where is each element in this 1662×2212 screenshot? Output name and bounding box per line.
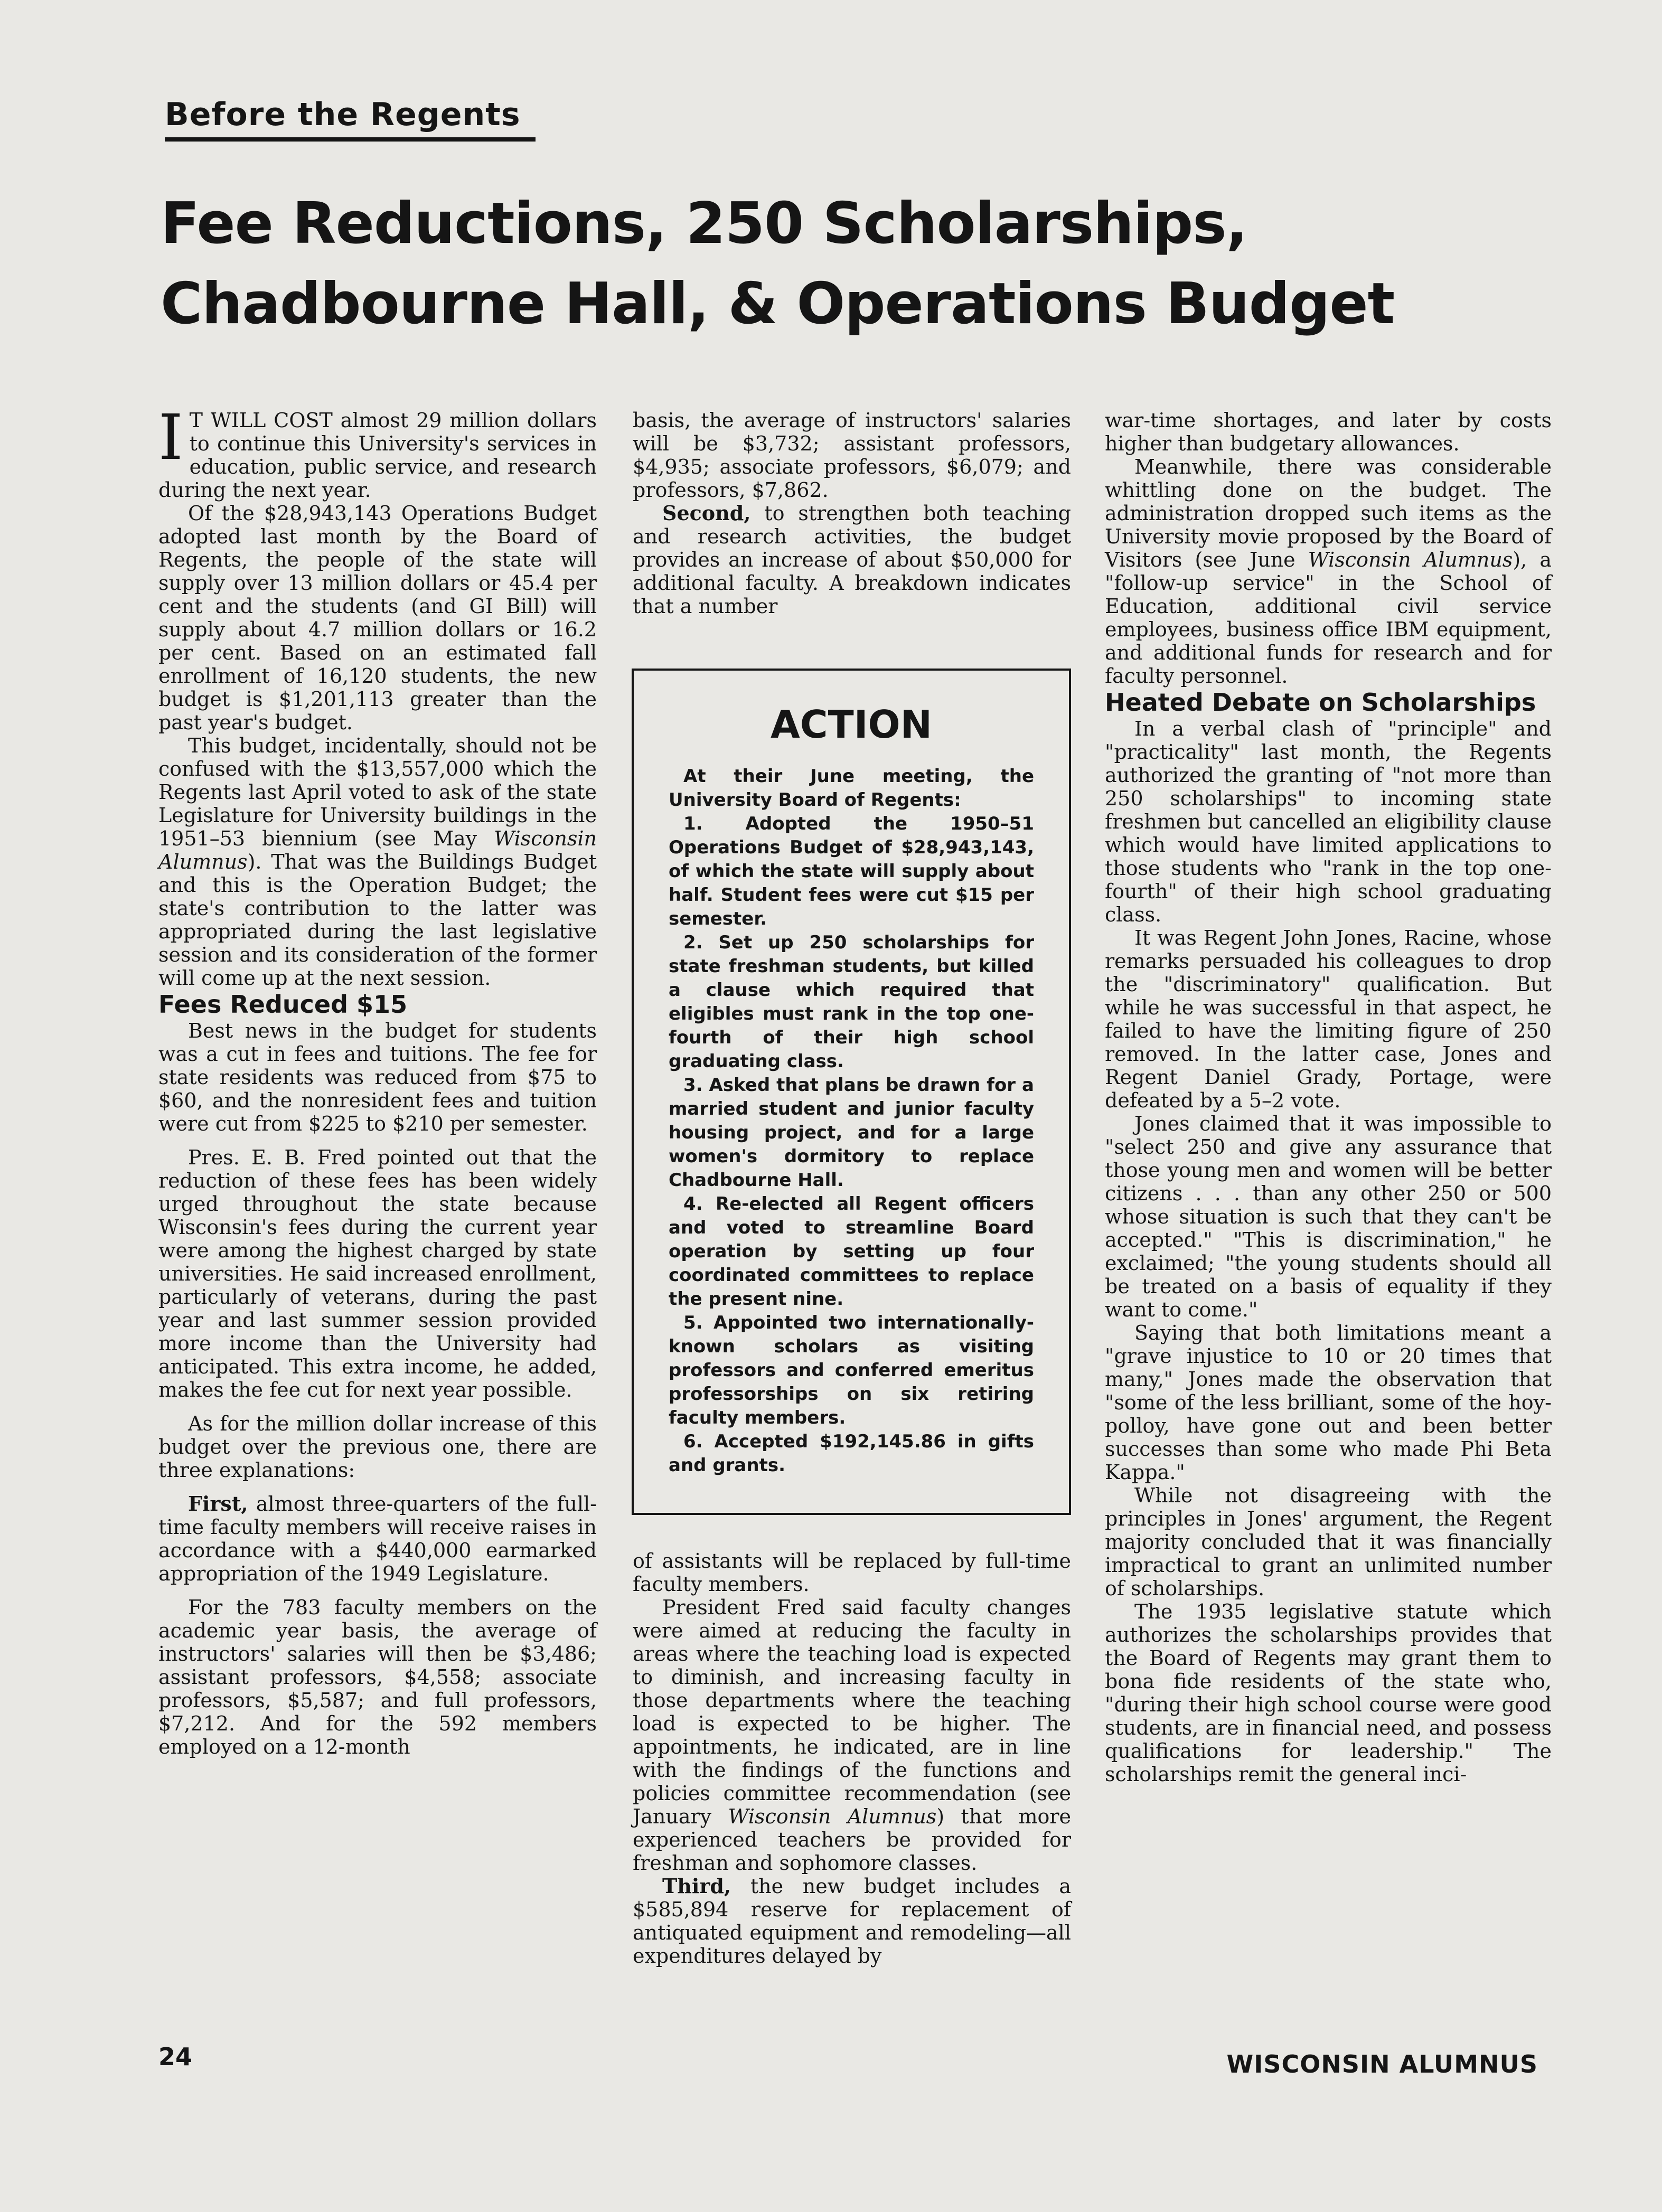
paragraph: In a verbal clash of "principle" and "practicality" last month, the Regents authorized the granting of "not more than 250 scholarships" to incoming state freshmen but cancelled an eligibility clause which would have limited applications to those students who "rank in the top one-fourth" of their high school graduating class. — [1105, 717, 1552, 926]
paragraph: Jones claimed that it was impossible to "select 250 and give any assurance that those young men and women will be better citizens . . . than any other 250 or 500 whose situation is such that they can't be accepted." "This is discrimination," he exclaimed; "the young students should all be treated on a basis of equality if they want to come." — [1105, 1112, 1552, 1321]
page-number: 24 — [158, 2042, 193, 2071]
headline-line-1: Fee Reductions, 250 Scholarships, — [161, 191, 1247, 257]
action-item: 5. Appointed two internationally-known scholars as visiting professors and conferred emeritus professorships on six retiring faculty members. — [669, 1312, 1034, 1428]
action-sidebar-box — [632, 669, 1071, 1515]
section-label-underline — [165, 137, 536, 142]
drop-cap: I — [158, 401, 183, 474]
paragraph: Second, to strengthen both teaching and research activities, the budget provides an increase of about $50,000 for additional faculty. A breakdown indicates that a number — [633, 501, 1071, 618]
paragraph: war-time shortages, and later by costs higher than budgetary allowances. — [1105, 409, 1552, 455]
action-item: 6. Accepted $192,145.86 in gifts and grants. — [669, 1431, 1034, 1476]
paragraph: First, almost three-quarters of the full-time faculty members will receive raises in accordance with a $440,000 earmarked appropriation of the 1949 Legislature. — [158, 1492, 597, 1585]
subhead-heated-debate: Heated Debate on Scholarships — [1105, 688, 1536, 717]
paragraph: The 1935 legislative statute which authorizes the scholarships provides that the Board of Regents may grant them to bona fide residents of the state who, "during their high school course were good students, are in financial need, and possess qualifications for leadership." The scholarships remit the general inci- — [1105, 1600, 1552, 1786]
article-column-2 — [633, 409, 1071, 618]
article-column-3 — [1105, 409, 1552, 1786]
action-item: 2. Set up 250 scholarships for state freshman students, but killed a clause which required that eligibles must rank in the top one-fourth of their high school graduating class. — [669, 932, 1034, 1072]
section-label: Before the Regents — [165, 96, 521, 133]
paragraph: President Fred said faculty changes were aimed at reducing the faculty in areas where the teaching load is expected to diminish, and increasing faculty in those departments where the teaching load is expected to be higher. The appointments, he indicated, are in line with the findings of the functions and policies committee recommendation (see January Wisconsin Alumnus) that more experienced teachers be provided for freshman and sophomore classes. — [633, 1596, 1072, 1875]
page-title — [161, 184, 1534, 344]
action-title: ACTION — [771, 702, 932, 747]
article-column-2-continued — [633, 1549, 1071, 1968]
action-intro: At their June meeting, the University Board of Regents: — [669, 766, 1034, 811]
paragraph: As for the million dollar increase of this budget over the previous one, there are three explanations: — [158, 1412, 597, 1482]
paragraph: This budget, incidentally, should not be confused with the $13,557,000 which the Regents last April voted to ask of the state Legislature for University buildings in the 1951–53 biennium (see May Wisconsin Alumnus). That was the Buildings Budget and this is the Operation Budget; the state's contribution to the latter was appropriated during the last legislative session and its consideration of the former will come up at the next session. — [158, 734, 597, 990]
paragraph: Of the $28,943,143 Operations Budget adopted last month by the Board of Regents, the people of the state will supply over 13 million dollars or 45.4 per cent and the students (and GI Bill) will supply about 4.7 million dollars or 16.2 per cent. Based on an estimated fall enrollment of 16,120 students, the new budget is $1,201,113 greater than the past year's budget. — [158, 502, 597, 734]
action-item: 3. Asked that plans be drawn for a married student and junior faculty housing project, and for a large women's dormitory to replace Chadbourne Hall. — [669, 1075, 1034, 1191]
subhead-fees-reduced: Fees Reduced $15 — [158, 990, 408, 1019]
action-item: 1. Adopted the 1950–51 Operations Budget of $28,943,143, of which the state will supply about half. Student fees were cut $15 per semester. — [669, 813, 1034, 929]
paragraph: Saying that both limitations meant a "grave injustice to 10 or 20 times that many," Jones made the observation that "some of the less brilliant, some of the hoy-polloy, have gone out and been better successes than some who made Phi Beta Kappa." — [1105, 1321, 1552, 1484]
paragraph: For the 783 faculty members on the academic year basis, the average of instructors' salaries will then be $3,486; assistant professors, $4,558; associate professors, $5,587; and full professors, $7,212. And for the 592 members employed on a 12-month — [158, 1596, 597, 1758]
article-column-1 — [158, 401, 597, 1758]
headline-line-2: Chadbourne Hall, & Operations Budget — [161, 271, 1395, 337]
paragraph: Pres. E. B. Fred pointed out that the reduction of these fees has been widely urged throughout the state because Wisconsin's fees during the current year were among the highest charged by state universities. He said increased enrollment, particularly of veterans, during the past year and last summer session provided more income than the University had anticipated. This extra income, he added, makes the fee cut for next year possible. — [158, 1146, 597, 1401]
paragraph: I T WILL COST almost 29 million dollars to continue this University's services in education, public service, and research during the next year. — [158, 401, 597, 502]
paragraph: Third, the new budget includes a $585,894 reserve for replacement of antiquated equipment and remodeling—all expenditures delayed by — [633, 1874, 1071, 1968]
magazine-name: WISCONSIN ALUMNUS — [1226, 2050, 1538, 2078]
paragraph: Meanwhile, there was considerable whittling done on the budget. The administration dropped such items as the University movie proposed by the Board of Visitors (see June Wisconsin Alumnus), a "follow-up service" in the School of Education, additional civil service employees, business office IBM equipment, and additional funds for research and for faculty personnel. — [1105, 455, 1552, 688]
action-item: 4. Re-elected all Regent officers and voted to streamline Board operation by setting up four coordinated committees to replace the present nine. — [669, 1193, 1034, 1310]
paragraph: of assistants will be replaced by full-time faculty members. — [633, 1549, 1071, 1596]
paragraph: Best news in the budget for students was a cut in fees and tuitions. The fee for state residents was reduced from $75 to $60, and the nonresident fees and tuition were cut from $225 to $210 per semester. — [158, 1019, 597, 1135]
paragraph: basis, the average of instructors' salaries will be $3,732; assistant professors, $4,935; associate professors, $6,079; and professors, $7,862. — [633, 409, 1071, 502]
paragraph: It was Regent John Jones, Racine, whose remarks persuaded his colleagues to drop the "discriminatory" qualification. But while he was successful in that aspect, he failed to have the limiting figure of 250 removed. In the latter case, Jones and Regent Daniel Grady, Portage, were defeated by a 5–2 vote. — [1105, 926, 1552, 1112]
paragraph: While not disagreeing with the principles in Jones' argument, the Regent majority concluded that it was financially impractical to grant an unlimited number of scholarships. — [1105, 1484, 1552, 1600]
